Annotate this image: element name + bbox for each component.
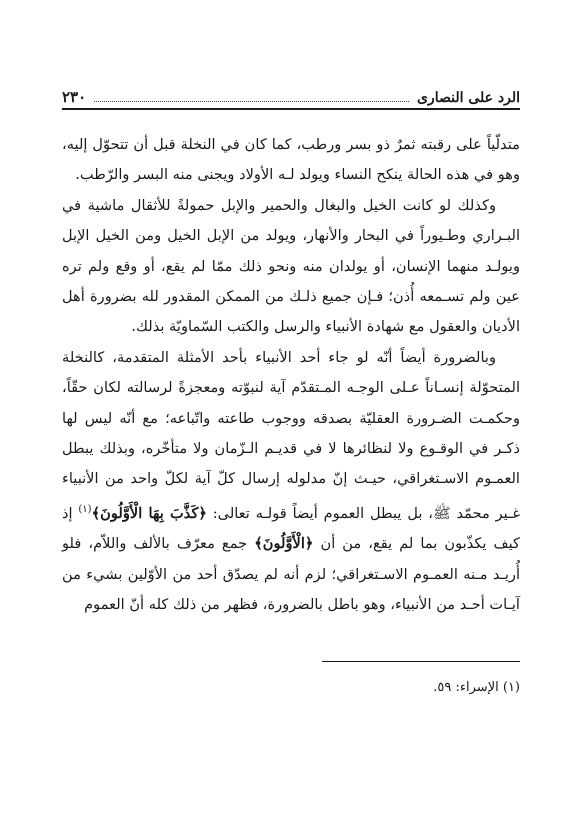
footnote-separator [322,661,520,662]
page-number: ٢٣٠ [62,88,87,106]
quran-quote-2: ﴿الْأَوَّلُونَ﴾ [254,535,314,553]
paragraph-3 [62,343,520,621]
footnote-reference[interactable]: (١) [78,503,92,515]
dotted-leader [94,100,409,102]
paragraph-3-text-a: وبالضرورة أيضاً أنّه لو جاء أحد الأنبياء بأحد الأمثلة المتقدمة، كالنخلة المتحوّلة إنسـاناً عـلى الوجـه المـتقدّم آية لنبوّته ومعجزةً لرسالته لكان حقّاً، وحكمـت الضـرورة العقليّة بصدقه ووجوب طاعته واتّباعه؛ مع أنّه ليس لها ذكـر في الوقـوع ولا لنظائرها لا في قديـم الـزّمان ولا متأخّره، وبذلك يبطل العمـوم الاسـتغراقي، حيـث إنّ مدلوله إرسال كلّ آية لكلّ واحد من الأنبياء غـير محمّد ﷺ، بل يبطل العموم أيضاً قولـه تعالى: [62,348,520,522]
body-text [62,130,520,620]
quran-quote-1: ﴿كَذَّبَ بِهَا الْأَوَّلُونَ﴾ [91,504,207,522]
running-title: الرد على النصارى [416,90,520,106]
paragraph-3-text-b: إذ كيف يكذّبون بما لم يقع، من أن [62,504,520,553]
footnote: (١) الإسراء: ٥٩. [433,680,520,695]
paragraph-3-text-c: جمع معرّف بالألف واللاّم، فلو أُريـد مـنه العمـوم الاسـتغراقي؛ لزم أنه لم يصدّق أحد من الأوّلين بشيء من آيـات أحـد من الأنبياء، وهو باطل بالضرورة، فظهر من ذلك كله أنّ العموم [62,535,520,613]
page-header [62,84,520,110]
paragraph-1: متدلّياً على رقبته ثمرٌ ذو بسر ورطب، كما كان في النخلة قبل أن تتحوّل إليه، وهو في هذه الحالة ينكح النساء ويولد لـه الأولاد ويجنى منه البسر والرّطب. [62,136,520,184]
paragraph-2: وكذلك لو كانت الخيل والبغال والحمير والإبل حمولةً للأثقال ماشية في البـراري وطـيوراً في البحار والأنهار، ويولد من الإبل الخيل ومن الخيل الإبل ويولـد منهما الإنسان، أو يولدان منه ونحو ذلك ممّا لم يقع، أو وقع ولم تره عين ولم تسـمعه أُذن؛ فـإن جميع ذلـك من الممكن المقدور لله بضرورة أهل الأديان والعقول مع شهادة الأنبياء والرسل والكتب السّماويّة بذلك. [62,196,520,336]
